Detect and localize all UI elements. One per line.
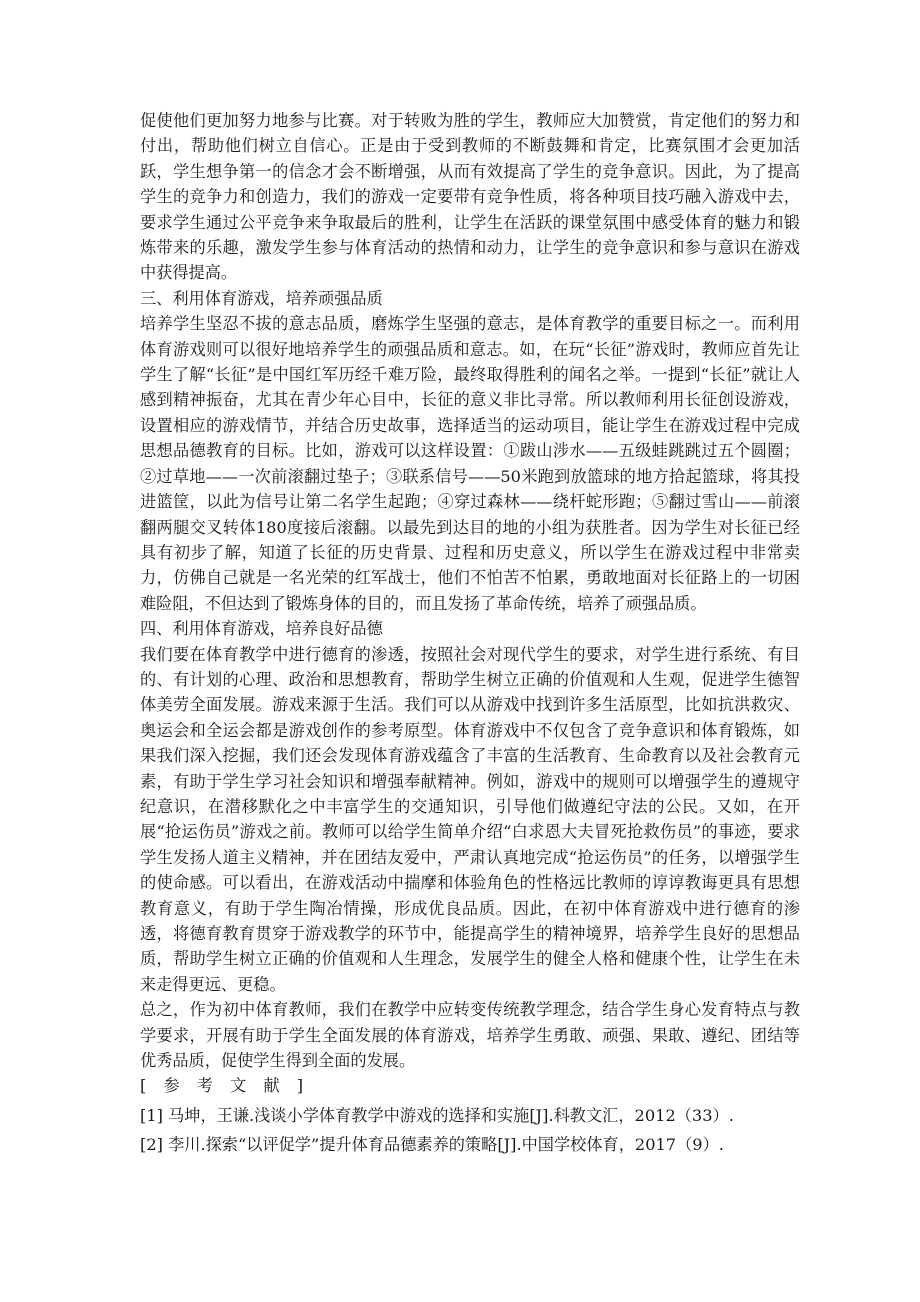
section-heading-4: 四、利用体育游戏，培养良好品德	[140, 619, 383, 639]
paragraph-competition-conclusion: 促使他们更加努力地参与比赛。对于转败为胜的学生，教师应大加赞赏，肯定他们的努力和付出，帮助他们树立自信心。正是由于受到教师的不断鼓舞和肯定，比赛氛围才会更加活跃，学生想争第一的信念才会不断增强，从而有效提高了学生的竞争意识。因此，为了提高学生的竞争力和创造力，我们的游戏一定要带有竞争性质，将各种项目技巧融入游戏中去，要求学生通过公平竞争来争取最后的胜利，让学生在活跃的课堂氛围中感受体育的魅力和锻炼带来的乐趣，激发学生参与体育活动的热情和动力，让学生的竞争意识和参与意识在游戏中获得提高。	[140, 111, 800, 283]
document-page	[140, 108, 800, 1157]
section-heading-3: 三、利用体育游戏，培养顽强品质	[140, 288, 383, 308]
paragraph-long-march-game: 培养学生坚忍不拔的意志品质，磨炼学生坚强的意志，是体育教学的重要目标之一。而利用体育游戏则可以很好地培养学生的顽强品质和意志。如，在玩“长征”游戏时，教师应首先让学生了解“长征”是中国红军历经千难万险，最终取得胜利的闻名之举。一提到“长征”就让人感到精神振奋，尤其在青少年心目中，长征的意义非比寻常。所以教师利用长征创设游戏，设置相应的游戏情节，并结合历史故事，选择适当的运动项目，能让学生在游戏过程中完成思想品德教育的目标。比如，游戏可以这样设置：①跋山涉水——五级蛙跳跳过五个圆圈；②过草地——一次前滚翻过垫子；③联系信号——50米跑到放篮球的地方拾起篮球，将其投进篮筐，以此为信号让第二名学生起跑；④穿过森林——绕杆蛇形跑；⑤翻过雪山——前滚翻两腿交叉转体180度接后滚翻。以最先到达目的地的小组为获胜者。因为学生对长征已经具有初步了解，知道了长征的历史背景、过程和历史意义，所以学生在游戏过程中非常卖力，仿佛自己就是一名光荣的红军战士，他们不怕苦不怕累，勇敢地面对长征路上的一切困难险阻，不但达到了锻炼身体的目的，而且发扬了革命传统，培养了顽强品质。	[140, 314, 800, 613]
paragraph-summary: 总之，作为初中体育教师，我们在教学中应转变传统教学理念，结合学生身心发育特点与教学要求，开展有助于学生全面发展的体育游戏，培养学生勇敢、顽强、果敢、遵纪、团结等优秀品质，促使学生得到全面的发展。	[140, 1000, 800, 1071]
references-title: [ 参 考 文 献 ]	[140, 1076, 310, 1096]
reference-item-2: [2] 李川.探索“以评促学”提升体育品德素养的策略[J].中国学校体育，2017（9）.	[140, 1134, 724, 1154]
paragraph-moral-education: 我们要在体育教学中进行德育的渗透，按照社会对现代学生的要求，对学生进行系统、有目的、有计划的心理、政治和思想教育，帮助学生树立正确的价值观和人生观，促进学生德智体美劳全面发展。游戏来源于生活。我们可以从游戏中找到许多生活原型，比如抗洪救灾、奥运会和全运会都是游戏创作的参考原型。体育游戏中不仅包含了竞争意识和体育锻炼，如果我们深入挖掘，我们还会发现体育游戏蕴含了丰富的生活教育、生命教育以及社会教育元素，有助于学生学习社会知识和增强奉献精神。例如，游戏中的规则可以增强学生的遵规守纪意识，在潜移默化之中丰富学生的交通知识，引导他们做遵纪守法的公民。又如，在开展“抢运伤员”游戏之前。教师可以给学生简单介绍“白求恩大夫冒死抢救伤员”的事迹，要求学生发扬人道主义精神，并在团结友爱中，严肃认真地完成“抢运伤员”的任务，以增强学生的使命感。可以看出，在游戏活动中揣摩和体验角色的性格远比教师的谆谆教诲更具有思想教育意义，有助于学生陶冶情操，形成优良品质。因此，在初中体育游戏中进行德育的渗透，将德育教育贯穿于游戏教学的环节中，能提高学生的精神境界，培养学生良好的思想品质，帮助学生树立正确的价值观和人生理念，发展学生的健全人格和健康个性，让学生在未来走得更远、更稳。	[140, 644, 800, 994]
reference-item-1: [1] 马坤，王谦.浅谈小学体育教学中游戏的选择和实施[J].科教文汇，2012（33）.	[140, 1105, 734, 1125]
